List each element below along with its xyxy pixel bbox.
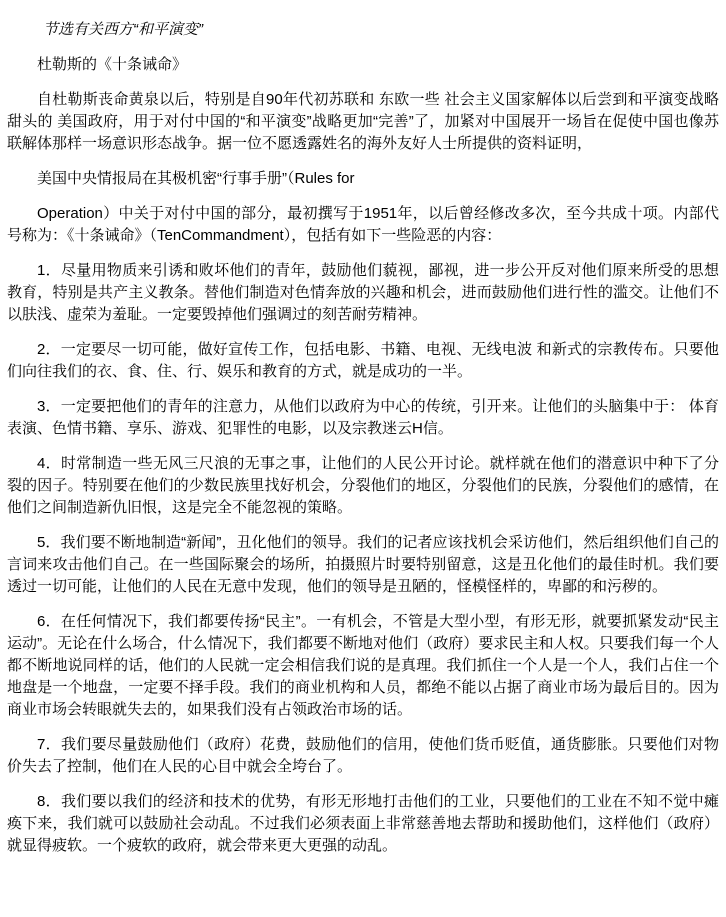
paragraph-item-1: 1．尽量用物质来引诱和败坏他们的青年，鼓励他们藐视，鄙视，进一步公开反对他们原来所受的思想教育，特别是共产主义教条。替他们制造对色情奔放的兴趣和机会，进而鼓励他们进行性的滥交。让他们不以肤浅、虚荣为羞耻。一定要毁掉他们强调过的刻苦耐劳精神。 [7, 262, 719, 323]
paragraph-item-3: 3．一定要把他们的青年的注意力，从他们以政府为中心的传统，引开来。让他们的头脑集中于： 体育表演、色情书籍、享乐、游戏、犯罪性的电影，以及宗教迷云H信。 [7, 398, 719, 437]
paragraph-operation: Operation）中关于对付中国的部分，最初撰写于1951年，以后曾经修改多次，至今共成十项。内部代号称为：《十条诫命》（TenCommandment），包括有如下一些险恶的内容： [7, 205, 719, 244]
paragraph-item-4: 4．时常制造一些无风三尺浪的无事之事，让他们的人民公开讨论。就样就在他们的潜意识中种下了分裂的因子。特别要在他们的少数民族里找好机会，分裂他们的地区，分裂他们的民族，分裂他们的感情，在他们之间制造新仇旧恨，这是完全不能忽视的策略。 [7, 455, 719, 516]
document-heading: 杜勒斯的《十条诫命》 [37, 56, 188, 73]
paragraph-item-2: 2．一定要尽一切可能，做好宣传工作，包括电影、书籍、电视、无线电波 和新式的宗教传布。只要他们向往我们的衣、食、住、行、娱乐和教育的方式，就是成功的一半。 [7, 341, 719, 380]
document-title-note: 节选有关西方“和平演变” [43, 21, 203, 38]
paragraph-intro: 自杜勒斯丧命黄泉以后，特别是自90年代初苏联和 东欧一些 社会主义国家解体以后尝到和平演变战略甜头的 美国政府，用于对付中国的“和平演变”战略更加“完善”了，加紧对中国展开一场旨在促使中国也像苏联解体那样一场意识形态战争。据一位不愿透露姓名的海外友好人士所提供的资料证明， [7, 91, 719, 152]
paragraph-cia-manual: 美国中央情报局在其极机密“行事手册”（Rules for [37, 170, 355, 187]
paragraph-item-5: 5．我们要不断地制造“新闻”，丑化他们的领导。我们的记者应该找机会采访他们，然后组织他们自己的言词来攻击他们自己。在一些国际聚会的场所，拍摄照片时要特别留意，这是丑化他们的最佳时机。我们要透过一切可能，让他们的人民在无意中发现，他们的领导是丑陋的，怪模怪样的，卑鄙的和污秽的。 [7, 534, 719, 595]
paragraph-item-8: 8．我们要以我们的经济和技术的优势，有形无形地打击他们的工业，只要他们的工业在不知不觉中瘫痪下来，我们就可以鼓励社会动乱。不过我们必须表面上非常慈善地去帮助和援助他们，这样他们（政府）就显得疲软。一个疲软的政府，就会带来更大更强的动乱。 [7, 793, 719, 854]
paragraph-item-6: 6．在任何情况下，我们都要传扬“民主”。一有机会，不管是大型小型，有形无形，就要抓紧发动“民主运动”。无论在什么场合，什么情况下，我们都要不断地对他们（政府）要求民主和人权。只要我们每一个人都不断地说同样的话，他们的人民就一定会相信我们说的是真理。我们抓住一个人是一个人，我们占住一个地盘是一个地盘，一定要不择手段。我们的商业机构和人员，都绝不能以占据了商业市场为最后目的。因为商业市场会转眼就失去的，如果我们没有占领政治市场的话。 [7, 613, 719, 718]
paragraph-item-7: 7．我们要尽量鼓励他们（政府）花费，鼓励他们的信用，使他们货币贬值，通货膨胀。只要他们对物价失去了控制，他们在人民的心目中就会全垮台了。 [7, 736, 719, 775]
